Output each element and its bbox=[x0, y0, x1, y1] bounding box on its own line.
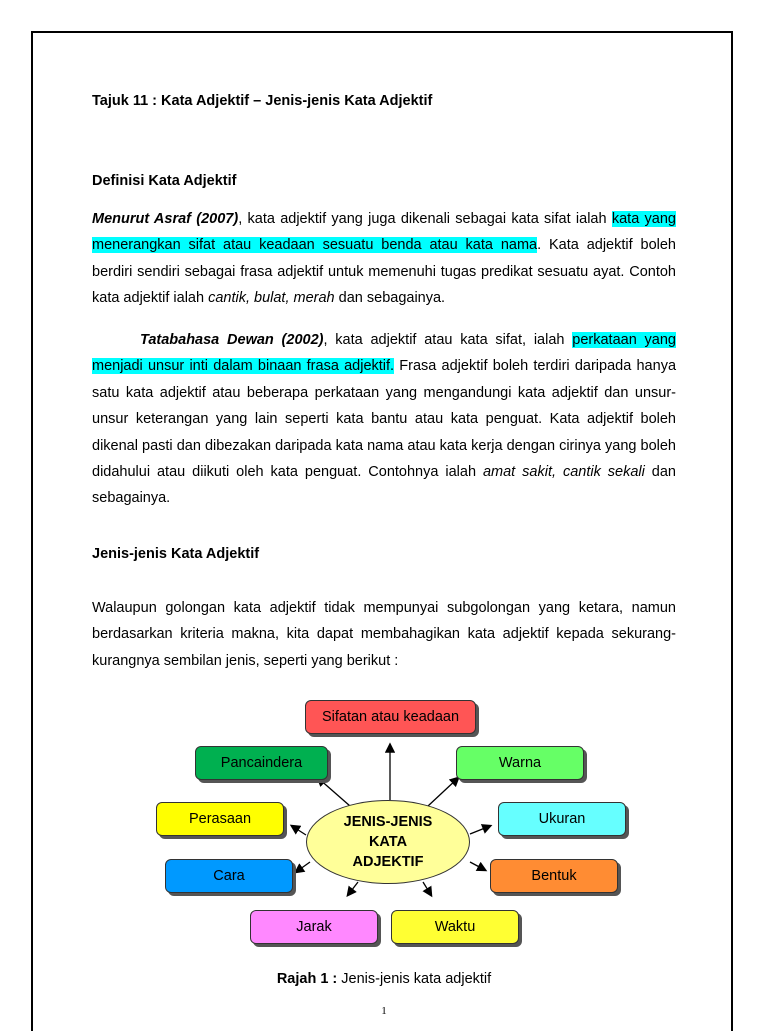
text-span: dan sebagainya. bbox=[334, 290, 446, 307]
text-span: Frasa adjektif boleh terdiri daripada hanya satu kata adjektif atau beberapa perkataan yang mengandungi kata adjektif dan unsur-unsur keterangan yang lain seperti kata bantu atau kata penguat. Kata adjektif boleh dikenal pasti dan dibezakan daripada kata nama atau kata kerja dengan cirinya yang boleh didahului atau diikuti oleh kata penguat. Contohnya ialah bbox=[92, 358, 677, 481]
section-heading-jenis: Jenis-jenis Kata Adjektif bbox=[92, 546, 260, 562]
figure-caption bbox=[0, 971, 768, 987]
center-line: JENIS-JENIS bbox=[343, 814, 433, 830]
type-label: Bentuk bbox=[531, 868, 577, 884]
examples-text: amat sakit, cantik sekali bbox=[482, 464, 645, 481]
type-box-cara bbox=[165, 859, 293, 893]
type-label: Jarak bbox=[296, 919, 332, 935]
center-line: KATA bbox=[368, 834, 408, 850]
page-title: Tajuk 11 : Kata Adjektif – Jenis-jenis Kata Adjektif bbox=[92, 93, 433, 109]
type-box-perasaan bbox=[156, 802, 284, 836]
caption-text: Jenis-jenis kata adjektif bbox=[337, 971, 492, 987]
highlighted-text: perkataan yang menjadi unsur inti dalam binaan frasa adjektif. bbox=[92, 332, 676, 375]
arrow-to-waktu bbox=[423, 882, 431, 895]
type-label: Sifatan atau keadaan bbox=[321, 709, 460, 725]
examples-text: cantik, bulat, merah bbox=[208, 290, 335, 307]
center-line: ADJEKTIF bbox=[352, 854, 424, 870]
type-box-ukuran bbox=[498, 802, 626, 836]
text-span: . Kata adjektif boleh berdiri sendiri sebagai frasa adjektif untuk memenuhi tugas predikat sesuatu ayat. Contoh kata adjektif ialah bbox=[92, 237, 676, 307]
type-box-sifatan bbox=[305, 700, 476, 734]
arrow-to-pancaindera bbox=[318, 778, 350, 806]
section-heading-definisi: Definisi Kata Adjektif bbox=[92, 173, 237, 189]
type-box-waktu bbox=[391, 910, 519, 944]
type-box-jarak bbox=[250, 910, 378, 944]
type-label: Waktu bbox=[434, 919, 476, 935]
type-label: Perasaan bbox=[188, 811, 252, 827]
type-box-warna bbox=[456, 746, 584, 780]
author-citation: Menurut Asraf (2007) bbox=[92, 211, 239, 227]
type-box-pancaindera bbox=[195, 746, 328, 780]
caption-label: Rajah 1 : bbox=[276, 971, 338, 987]
highlighted-text: kata yang menerangkan sifat atau keadaan sesuatu benda atau kata nama bbox=[92, 211, 676, 254]
arrow-to-warna bbox=[428, 778, 458, 806]
center-ellipse bbox=[306, 800, 470, 884]
text-span: , kata adjektif yang juga dikenali sebagai kata sifat ialah bbox=[238, 211, 612, 227]
arrow-to-ukuran bbox=[470, 826, 490, 834]
type-label: Pancaindera bbox=[220, 755, 303, 771]
arrow-to-bentuk bbox=[470, 862, 485, 870]
arrow-to-perasaan bbox=[292, 826, 306, 835]
page-number: 1 bbox=[381, 1005, 387, 1017]
arrow-to-jarak bbox=[348, 882, 358, 895]
author-citation: Tatabahasa Dewan (2002) bbox=[140, 332, 324, 348]
text-span: dan sebagainya. bbox=[92, 464, 676, 507]
arrow-to-cara bbox=[296, 862, 310, 872]
type-label: Cara bbox=[213, 868, 245, 884]
text-span: , kata adjektif atau kata sifat, ialah bbox=[323, 332, 573, 348]
type-box-bentuk bbox=[490, 859, 618, 893]
type-label: Ukuran bbox=[538, 811, 586, 827]
paragraph-jenis: Walaupun golongan kata adjektif tidak mempunyai subgolongan yang ketara, namun berdasarkan kriteria makna, kita dapat membahagikan kata adjektif kepada sekurang-kurangnya sembilan jenis, seperti yang berikut : bbox=[92, 600, 676, 669]
type-label: Warna bbox=[498, 755, 542, 771]
